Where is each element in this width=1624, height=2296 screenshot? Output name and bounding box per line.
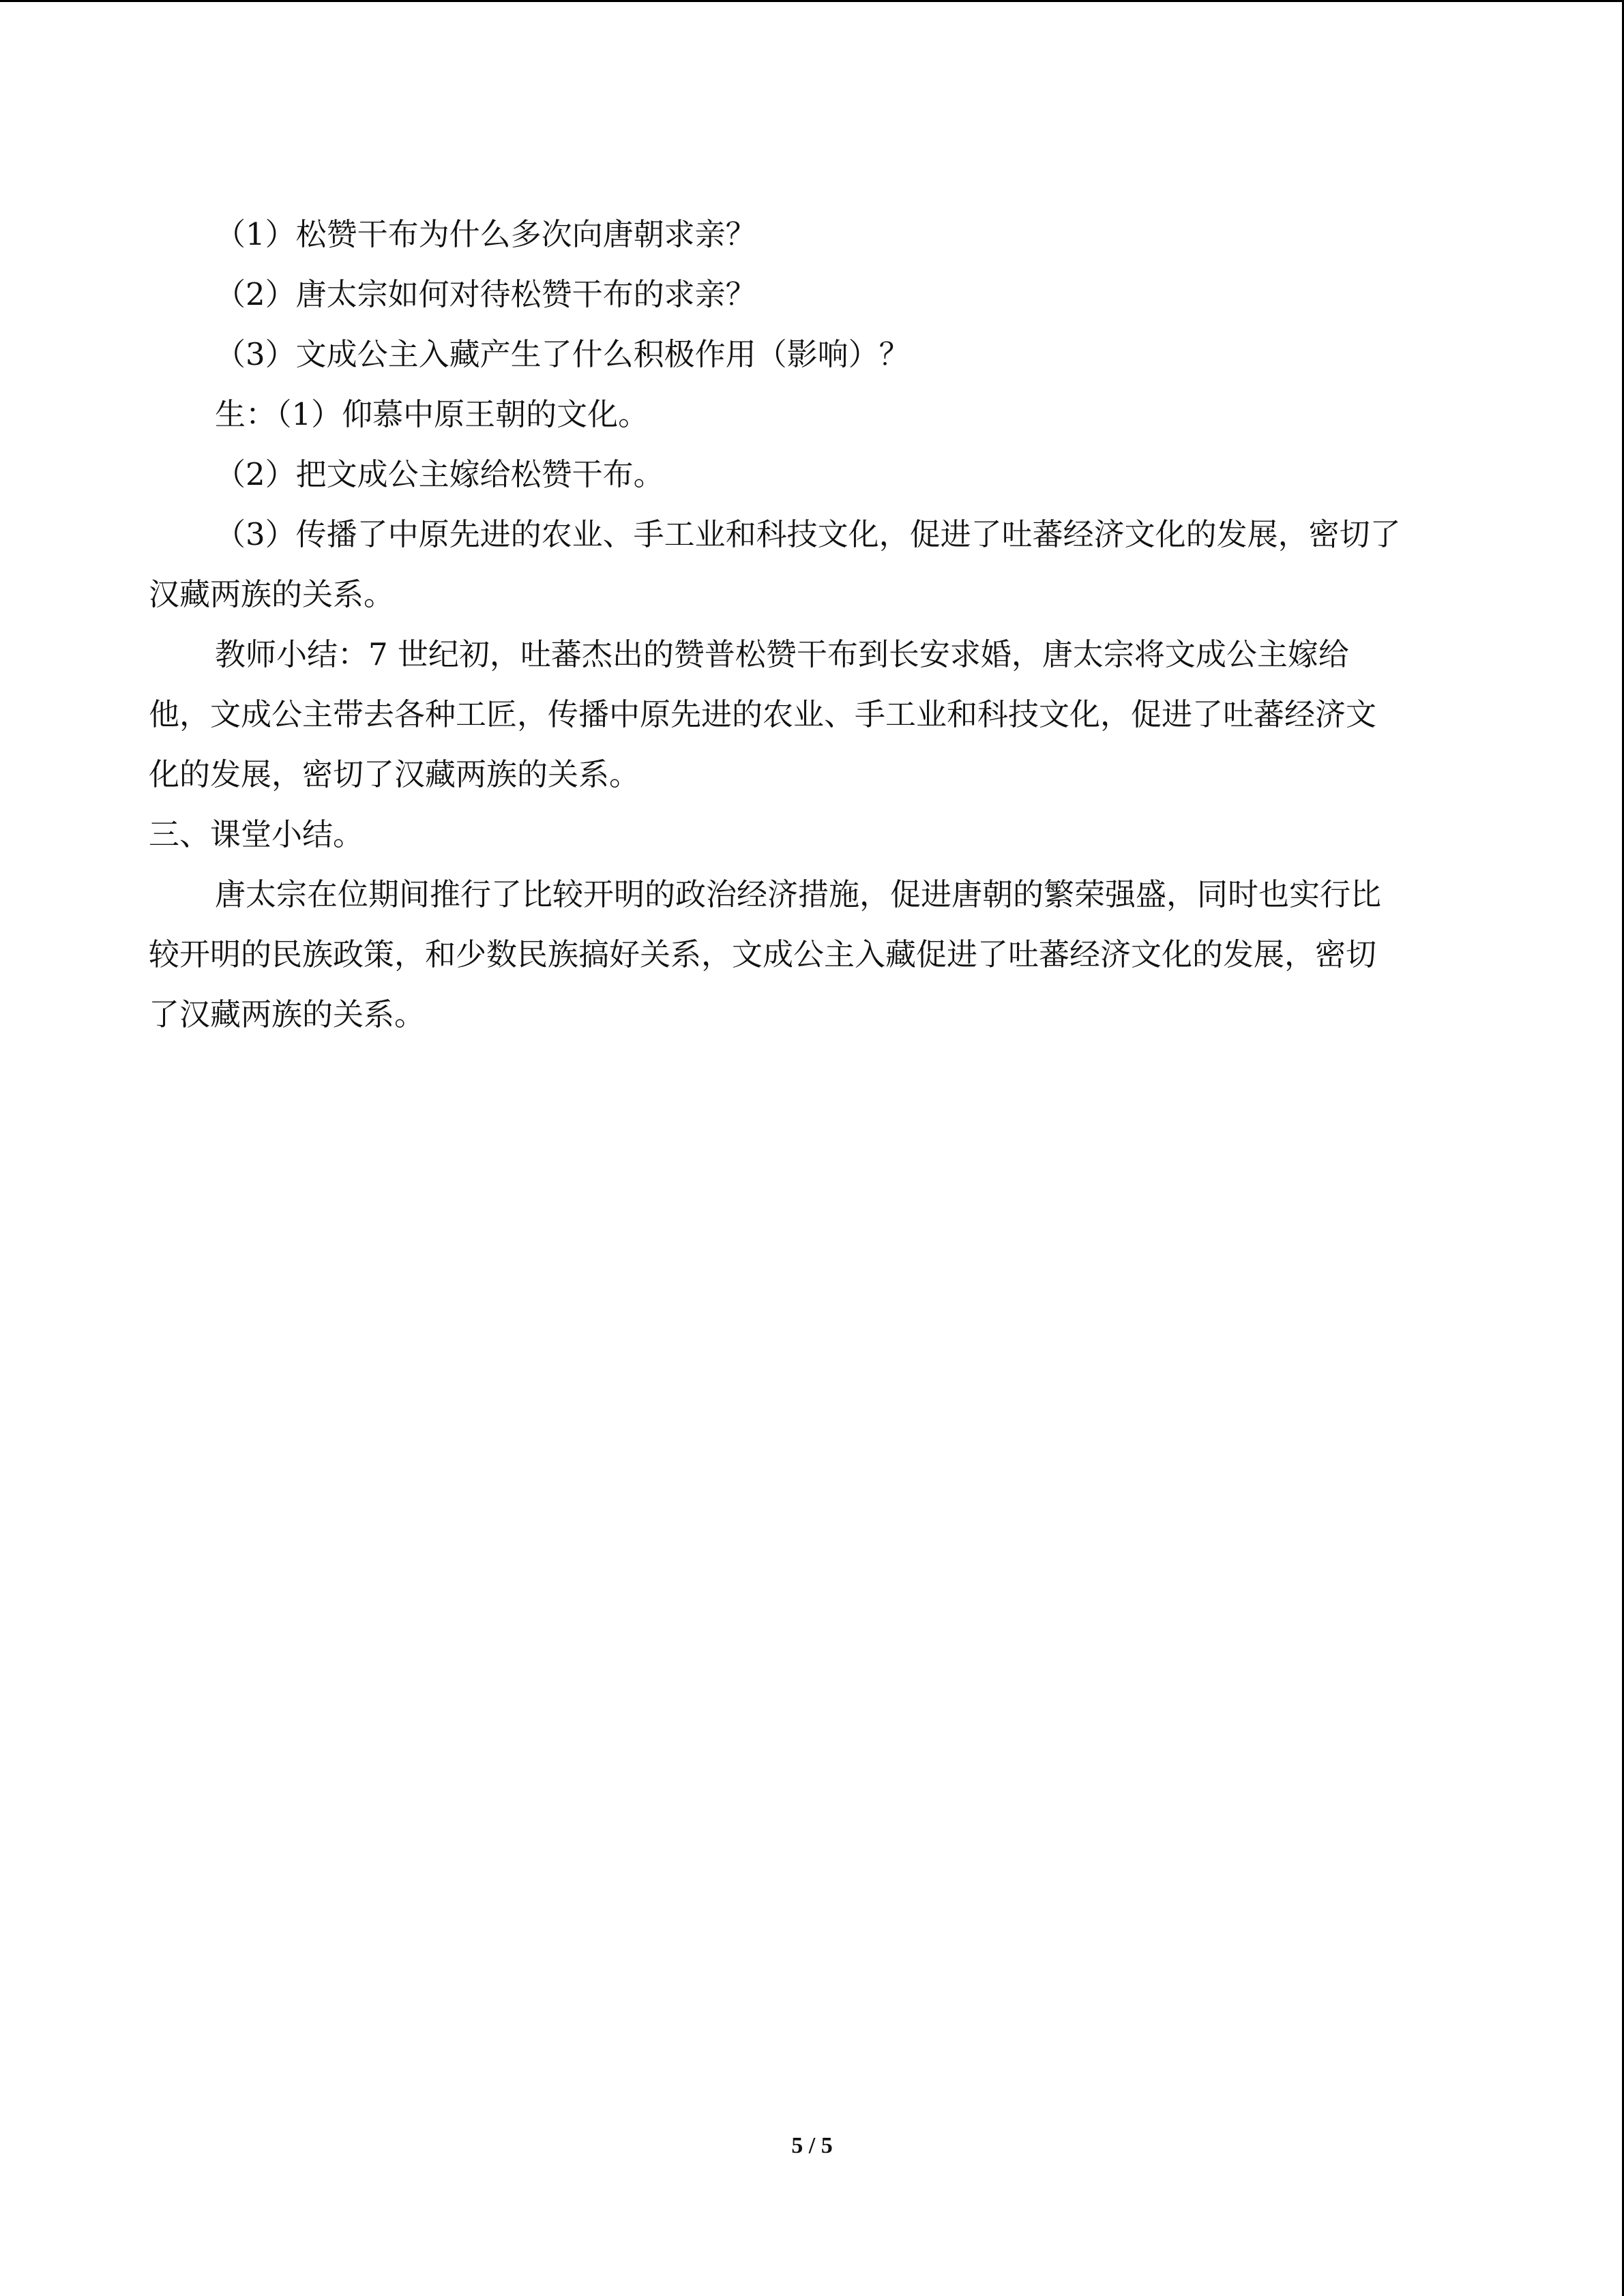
- student-answer-2-line: （2）把文成公主嫁给松赞干布。: [215, 456, 664, 492]
- document-body: [149, 205, 1475, 1045]
- class-summary-line-2: 较开明的民族政策，和少数民族搞好关系，文成公主入藏促进了吐蕃经济文化的发展，密切: [149, 936, 1377, 972]
- page-border-top: [0, 0, 1624, 2]
- student-answer-3-line-2: 汉藏两族的关系。: [149, 576, 395, 612]
- student-answer-1-line: 生：（1）仰慕中原王朝的文化。: [215, 396, 649, 432]
- question-1-line: （1）松赞干布为什么多次向唐朝求亲？: [215, 216, 756, 252]
- class-summary-line-1: 唐太宗在位期间推行了比较开明的政治经济措施，促进唐朝的繁荣强盛，同时也实行比: [215, 876, 1382, 912]
- question-2-line: （2）唐太宗如何对待松赞干布的求亲？: [215, 276, 756, 312]
- teacher-summary-line-3: 化的发展，密切了汉藏两族的关系。: [149, 756, 640, 792]
- class-summary-line-3: 了汉藏两族的关系。: [149, 996, 426, 1032]
- question-3-line: （3）文成公主入藏产生了什么积极作用（影响）？: [215, 336, 910, 372]
- teacher-summary-line-2: 他，文成公主带去各种工匠，传播中原先进的农业、手工业和科技文化，促进了吐蕃经济文: [149, 696, 1377, 732]
- teacher-summary-line-1: 教师小结：7 世纪初，吐蕃杰出的赞普松赞干布到长安求婚，唐太宗将文成公主嫁给: [215, 636, 1349, 672]
- page-number: 5 / 5: [791, 2133, 833, 2158]
- section-heading-class-summary: 三、课堂小结。: [149, 816, 364, 852]
- student-answer-3-line-1: （3）传播了中原先进的农业、手工业和科技文化，促进了吐蕃经济文化的发展，密切了: [215, 516, 1401, 552]
